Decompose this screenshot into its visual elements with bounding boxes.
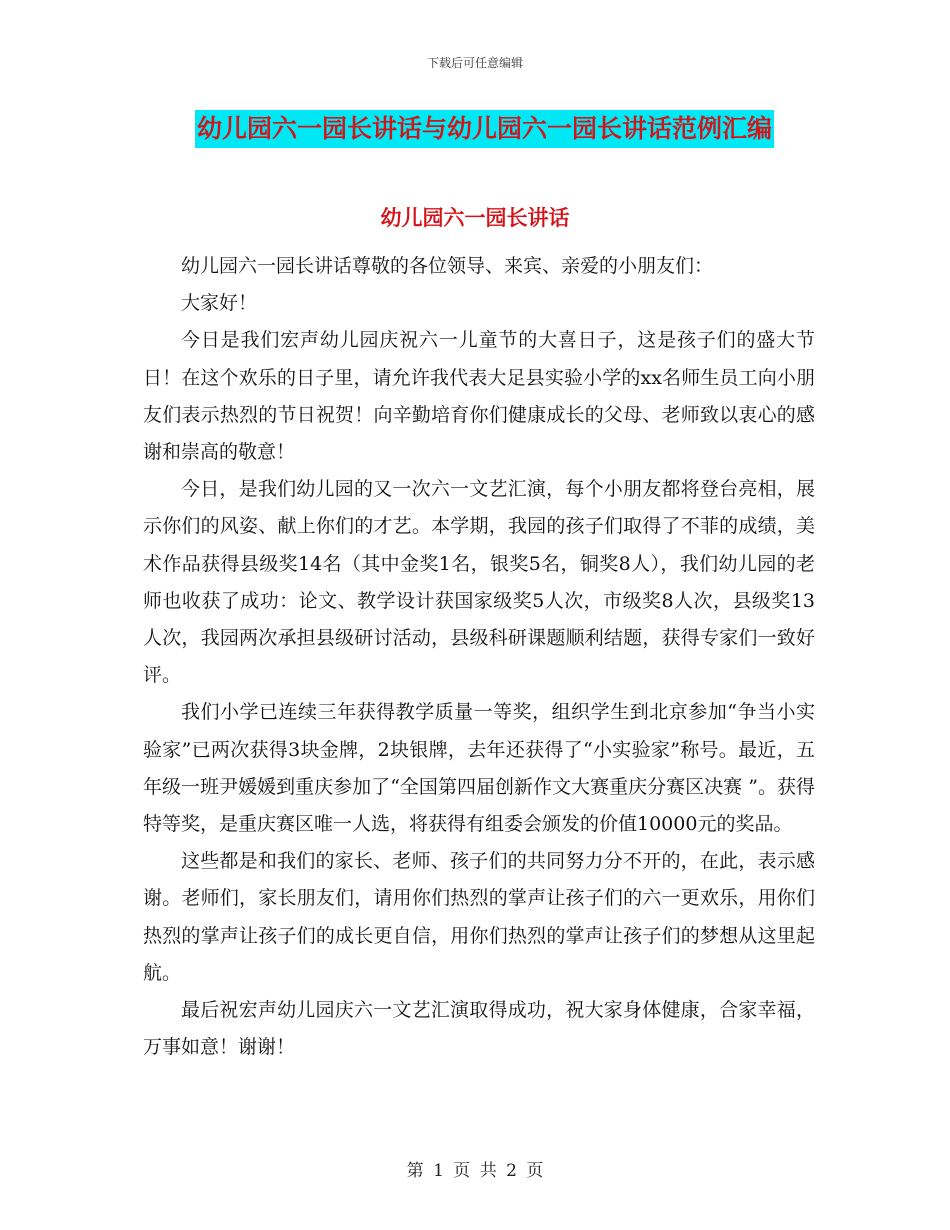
paragraph-greeting: 幼儿园六一园长讲话尊敬的各位领导、来宾、亲爱的小朋友们： <box>181 255 714 277</box>
paragraph-thanks: 这些都是和我们的家长、老师、孩子们的共同努力分不开的，在此，表示感谢。老师们，家长朋友们，请用你们热烈的掌声让孩子们的六一更欢乐，用你们热烈的掌声让孩子们的成长更自信，用你们热烈的掌声让孩子们的梦想从这里起航。 <box>143 850 815 984</box>
page-footer: 第 1 页 共 2 页 <box>406 1161 544 1181</box>
paragraph-closing: 最后祝宏声幼儿园庆六一文艺汇演取得成功，祝大家身体健康，合家幸福，万事如意！谢谢！ <box>143 999 815 1059</box>
paragraph-school-awards: 我们小学已连续三年获得教学质量一等奖，组织学生到北京参加“争当小实验家”已两次获得3块金牌，2块银牌，去年还获得了“小实验家”称号。最近，五年级一班尹媛媛到重庆参加了“全国第四届创新作文大赛重庆分赛区决赛 ”。获得特等奖，是重庆赛区唯一人选，将获得有组委会颁发的价值10000元的奖品。 <box>143 701 815 836</box>
page-header-note: 下载后可任意编辑 <box>426 56 523 70</box>
document-body <box>143 248 815 1066</box>
section-title: 幼儿园六一园长讲话 <box>380 206 570 230</box>
paragraph-hello: 大家好！ <box>181 292 258 315</box>
paragraph-achievements: 今日，是我们幼儿园的又一次六一文艺汇演，每个小朋友都将登台亮相，展示你们的风姿、献上你们的才艺。本学期，我园的孩子们取得了不菲的成绩，美术作品获得县级奖14名（其中金奖1名，银奖5名，铜奖8人），我们幼儿园的老师也收获了成功：论文、教学设计获国家级奖5人次，市级奖8人次，县级奖13人次，我园两次承担县级研讨活动，县级科研课题顺利结题，获得专家们一致好评。 <box>143 478 815 687</box>
document-title: 幼儿园六一园长讲话与幼儿园六一园长讲话范例汇编 <box>195 110 774 148</box>
paragraph-festival: 今日是我们宏声幼儿园庆祝六一儿童节的大喜日子，这是孩子们的盛大节日！在这个欢乐的日子里，请允许我代表大足县实验小学的xx名师生员工向小朋友们表示热烈的节日祝贺！向辛勤培育你们健康成长的父母、老师致以衷心的感谢和崇高的敬意！ <box>143 329 815 464</box>
